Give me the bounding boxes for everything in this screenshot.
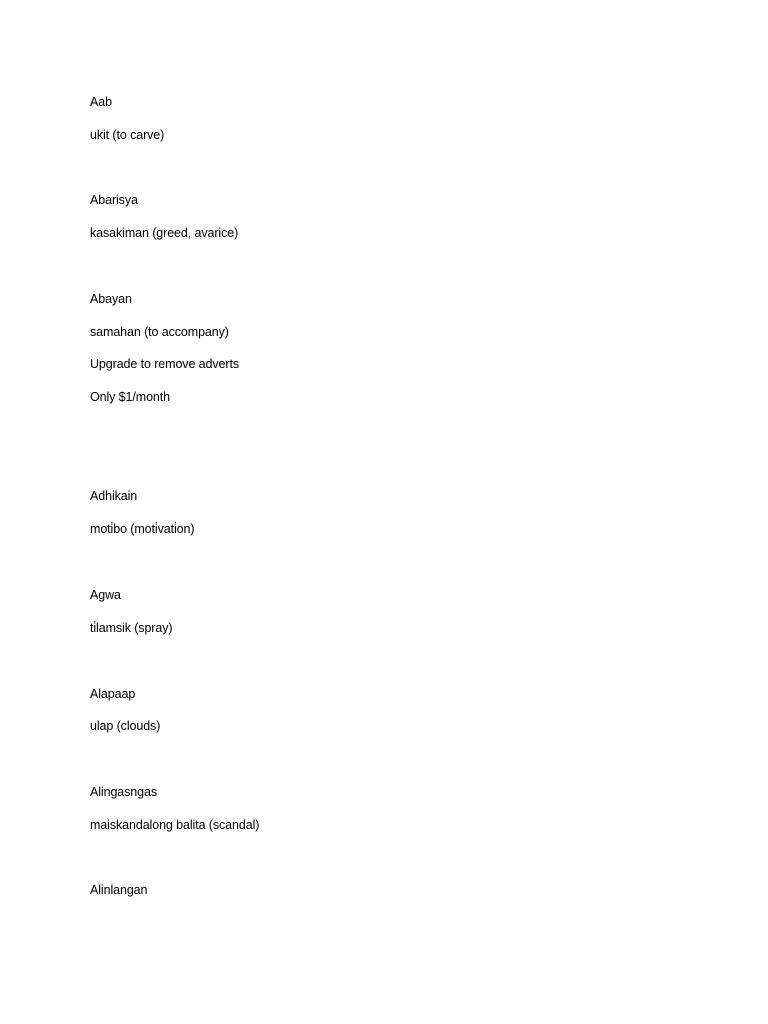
upgrade-ad-text: Upgrade to remove adverts (90, 357, 239, 371)
term-abarisya: Abarisya (90, 193, 138, 207)
term-alingasngas: Alingasngas (90, 785, 158, 799)
term-abayan: Abayan (90, 292, 132, 306)
term-alinlangan: Alinlangan (90, 883, 148, 897)
definition-abayan: samahan (to accompany) (90, 325, 229, 339)
definition-adhikain: moti̇bo (moti̇vati̇on) (90, 522, 195, 536)
term-adhikain: Adhikain (90, 489, 138, 503)
definition-alingasngas: maiskandalong balita (scandal) (90, 818, 260, 832)
definition-aab: ukit (to carve) (90, 128, 165, 142)
definition-alapaap: ulap (clouds) (90, 719, 161, 733)
term-aab: Aab (90, 95, 112, 109)
term-agwa: Agwa (90, 588, 121, 602)
term-alapaap: Alapaap (90, 687, 136, 701)
definition-abarisya: kasakiman (greed, avarice) (90, 226, 239, 240)
upgrade-price-text: Only $1/month (90, 390, 170, 404)
definition-agwa: ti̇lamsik (spray) (90, 621, 173, 635)
